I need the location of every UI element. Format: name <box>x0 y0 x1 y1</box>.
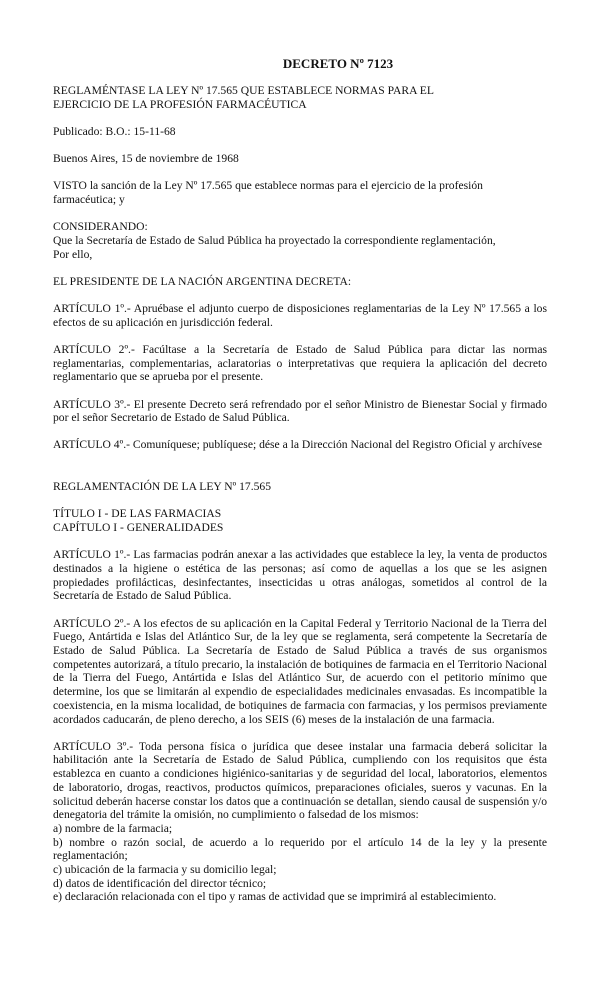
list-item: a) nombre de la farmacia; <box>53 821 173 835</box>
por-ello: Por ello, <box>53 247 93 261</box>
titulo-heading: TÍTULO I - DE LAS FARMACIAS <box>53 507 222 521</box>
article-4: ARTÍCULO 4º.- Comuníquese; publíquese; dése a la Dirección Nacional del Registro Oficial y archívese <box>53 438 543 452</box>
article-3: ARTÍCULO 3º.- El presente Decreto será refrendado por el señor Ministro de Bienestar Social y firmado por el señor Secretario de Estado de Salud Pública. <box>53 397 547 425</box>
requirements-list <box>53 822 547 904</box>
visto-paragraph: VISTO la sanción de la Ley Nº 17.565 que establece normas para el ejercicio de la profesión farmacéutica; y <box>53 179 483 207</box>
decree-heading-line-2: EJERCICIO DE LA PROFESIÓN FARMACÉUTICA <box>53 97 307 111</box>
list-item: d) datos de identificación del director técnico; <box>53 876 267 890</box>
place-date: Buenos Aires, 15 de noviembre de 1968 <box>53 152 239 166</box>
article-1: ARTÍCULO 1º.- Apruébase el adjunto cuerpo de disposiciones reglamentarias de la Ley Nº 17.565 a los efectos de su aplicación en jurisdicción federal. <box>53 302 547 329</box>
list-item: b) nombre o razón social, de acuerdo a lo requerido por el artículo 14 de la ley y la presente reglamentación; <box>53 835 547 863</box>
list-item: e) declaración relacionada con el tipo y ramas de actividad que se imprimirá al establecimiento. <box>53 890 497 904</box>
article-2: ARTÍCULO 2º.- Facúltase a la Secretaría de Estado de Salud Pública para dictar las normas reglamentarias, complementarias, aclaratorias o interpretativas que requiera la aplicación del decreto reglamentario que se aprueba por el presente. <box>53 342 547 384</box>
decree-heading-line-1: REGLAMÉNTASE LA LEY Nº 17.565 QUE ESTABLECE NORMAS PARA EL <box>53 84 434 97</box>
list-item: c) ubicación de la farmacia y su domicilio legal; <box>53 863 277 877</box>
regulation-article-3: ARTÍCULO 3º.- Toda persona física o jurídica que desee instalar una farmacia deberá solicitar la habilitación ante la Secretaría de Estado de Salud Pública, cumpliendo con los requisitos que ésta establezca en cuanto a condiciones higiénico-sanitarias y de seguridad del local, laboratorios, elementos de laboratorio, drogas, reactivos, productos químicos, preparaciones oficiales, sueros y vacunas. En la solicitud deberán hacerse constar los datos que a continuación se detallan, siendo causal de suspensión y/o denegatoria del trámite la omisión, no cumplimiento o falsedad de los mismos: <box>53 739 547 822</box>
capitulo-heading: CAPÍTULO I - GENERALIDADES <box>53 521 224 535</box>
decreta-line: EL PRESIDENTE DE LA NACIÓN ARGENTINA DECRETA: <box>53 274 352 288</box>
regulation-heading: REGLAMENTACIÓN DE LA LEY Nº 17.565 <box>53 480 271 494</box>
publication-info: Publicado: B.O.: 15-11-68 <box>53 124 176 138</box>
considerando-text: Que la Secretaría de Estado de Salud Pública ha proyectado la correspondiente reglamentación, <box>53 233 496 247</box>
regulation-article-2: ARTÍCULO 2º.- A los efectos de su aplicación en la Capital Federal y Territorio Nacional de la Tierra del Fuego, Antártida e Islas del Atlántico Sur, de la ley que se reglamenta, será competente la Secretaría de Estado de Salud Pública. La Secretaría de Estado de Salud Pública a través de sus organismos competentes autorizará, a título precario, la instalación de botiquines de farmacia en el Territorio Nacional de la Tierra del Fuego, Antártida e Islas del Atlántico Sur, de acuerdo con el petitorio mínimo que determine, los que se limitarán al expendio de especialidades medicinales envasadas. Es incompatible la coexistencia, en la misma localidad, de botiquines de farmacia con farmacias, y los permisos previamente acordados caducarán, de pleno derecho, a los SEIS (6) meses de la instalación de una farmacia. <box>53 616 547 726</box>
regulation-article-1: ARTÍCULO 1º.- Las farmacias podrán anexar a las actividades que establece la ley, la venta de productos destinados a la higiene o estética de las personas; así como de aquellas a los que se les asignen propiedades profilácticas, desinfectantes, insecticidas u otras análogas, sometidos al control de la Secretaría de Estado de Salud Pública. <box>53 548 547 603</box>
document-page <box>53 56 547 904</box>
title-chapter-block <box>53 507 547 534</box>
considerando-block <box>53 220 547 261</box>
considerando-label: CONSIDERANDO: <box>53 220 148 234</box>
decree-title: DECRETO Nº 7123 <box>282 56 394 71</box>
decree-heading <box>53 84 547 111</box>
